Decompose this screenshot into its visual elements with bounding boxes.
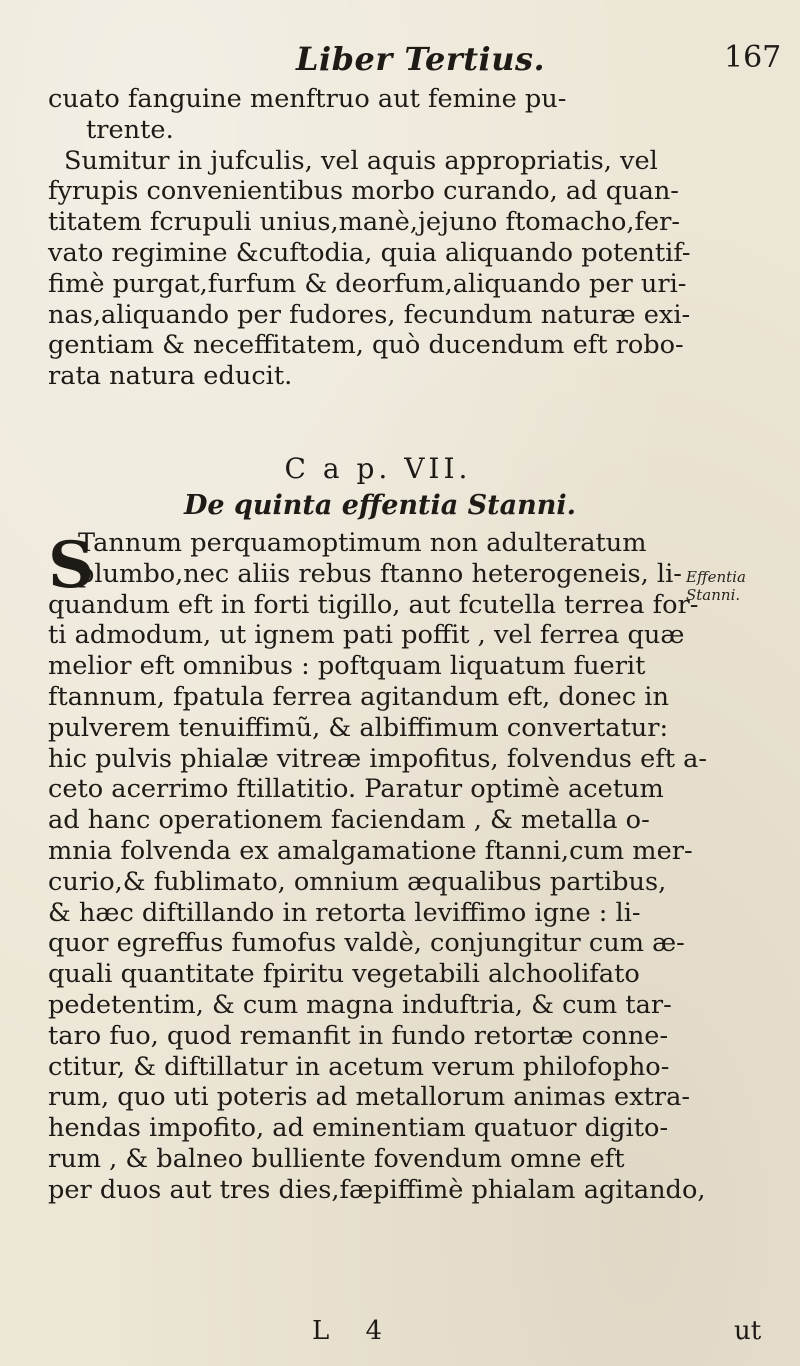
- text-line: rum , & balneo bulliente fovendum omne eft: [48, 1143, 625, 1174]
- text-line: ti admodum, ut ignem pati poffit , vel ferrea quæ: [48, 620, 685, 651]
- text-line: ftannum, fpatula ferrea agitandum eft, donec in: [48, 681, 669, 712]
- text-line: plumbo,nec aliis rebus ftanno heterogeneis, li-: [78, 558, 682, 589]
- text-line: melior eft omnibus : poftquam liquatum fuerit: [48, 651, 646, 682]
- page-number: 167: [724, 40, 782, 75]
- text-line: taro fuo, quod remanfit in fundo retortæ conne-: [48, 1020, 669, 1051]
- text-line: nas,aliquando per fudores, fecundum naturæ exi-: [48, 299, 691, 330]
- text-line: mnia folvenda ex amalgamatione ftanni,cum mer-: [48, 835, 693, 866]
- text-line: Tannum perquamoptimum non adulteratum: [78, 528, 647, 558]
- text-line: rum, quo uti poteris ad metallorum animas extra-: [48, 1082, 691, 1113]
- text-line: fyrupis convenientibus morbo curando, ad quan-: [48, 176, 679, 207]
- section-title: [0, 490, 800, 521]
- text-line: cuato fanguine menftruo aut femine pu-: [48, 84, 567, 114]
- text-line: per duos aut tres dies,fæpiffimè phialam agitando,: [48, 1174, 706, 1205]
- body-text-bottom: [48, 528, 760, 1206]
- page-footer: [0, 1316, 800, 1350]
- text-line: curio,& fublimato, omnium æqualibus partibus,: [48, 866, 667, 897]
- text-line: fimè purgat,furfum & deorfum,aliquando per uri-: [48, 268, 687, 299]
- text-line: quandum eft in forti tigillo, aut fcutella terrea for-: [48, 589, 699, 620]
- text-line: quor egreffus fumofus valdè, conjungitur cum æ-: [48, 928, 685, 959]
- running-title: Liber Tertius.: [296, 40, 546, 78]
- text-line: hic pulvis phialæ vitreæ impofitus, folvendus eft a-: [48, 743, 708, 774]
- text-line: pedetentim, & cum magna induftria, & cum tar-: [48, 989, 672, 1020]
- marginal-note-line: Stanni.: [686, 586, 741, 604]
- text-line: ceto acerrimo ftillatitio. Paratur optimè acetum: [48, 774, 664, 805]
- text-line: hendas impofito, ad eminentiam quatuor digito-: [48, 1113, 669, 1144]
- signature-mark: L 4: [312, 1316, 397, 1346]
- text-line: gentiam & neceffitatem, quò ducendum eft robo-: [48, 330, 684, 361]
- body-text-top: [48, 84, 764, 392]
- text-line: quali quantitate fpiritu vegetabili alchoolifato: [48, 959, 640, 990]
- text-line: & hæc diftillando in retorta leviffimo igne : li-: [48, 897, 641, 928]
- drop-cap: S: [48, 528, 95, 603]
- section-title-text: De quinta effentia Stanni.: [183, 490, 577, 521]
- marginal-note: [686, 568, 746, 604]
- text-line: trente.: [86, 114, 174, 145]
- text-line: pulverem tenuiffimũ, & albiffimum convertatur:: [48, 712, 669, 743]
- marginal-note-line: Effentia: [686, 568, 746, 586]
- chapter-heading: [0, 452, 800, 485]
- text-line: Sumitur in jufculis, vel aquis appropriatis, vel: [64, 145, 658, 176]
- catchword: ut: [734, 1316, 762, 1346]
- text-line: ad hanc operationem faciendam , & metalla o-: [48, 805, 650, 836]
- text-line: vato regimine &cuftodia, quia aliquando potentif-: [48, 237, 691, 268]
- running-head: [0, 40, 800, 90]
- text-line: rata natura educit.: [48, 361, 293, 392]
- text-line: titatem fcrupuli unius,manè,jejuno ftomacho,fer-: [48, 207, 681, 238]
- text-line: ctitur, & diftillatur in acetum verum philofopho-: [48, 1051, 670, 1082]
- chapter-heading-text: C a p. VII.: [284, 452, 472, 485]
